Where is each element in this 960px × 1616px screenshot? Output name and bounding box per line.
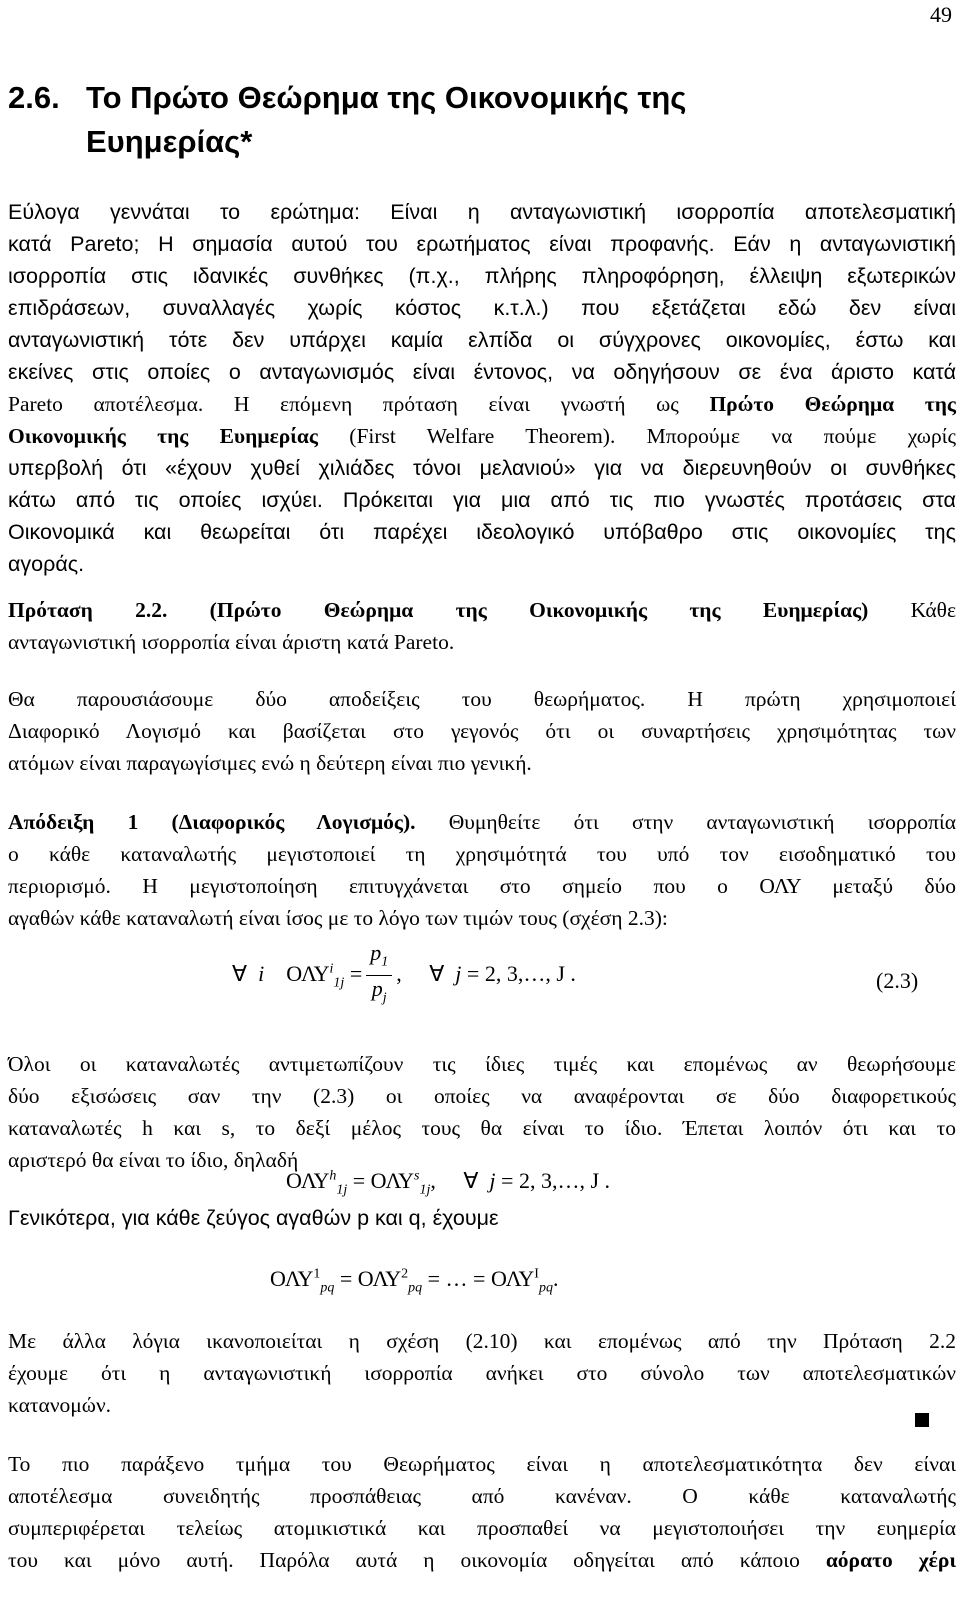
- equals-sign: =: [427, 1266, 441, 1291]
- proposition-line: [8, 594, 956, 626]
- equation-2-3: [232, 940, 576, 1012]
- intro-line: ισορροπία στις ιδανικές συνθήκες (π.χ., πλήρης πληροφόρηση, έλλειψη εξωτερικών: [8, 264, 956, 288]
- intro-line: [8, 388, 956, 420]
- conclusion-paragraph: [8, 1325, 956, 1421]
- proposition-line: ανταγωνιστική ισορροπία είναι άριστη κατά Pareto.: [8, 630, 455, 654]
- after-eq-line: αριστερό θα είναι το ίδιο, δηλαδή: [8, 1148, 299, 1172]
- eq-sub-pq: pq: [538, 1280, 553, 1296]
- mrs-symbol: ΟΛΥ: [490, 1266, 535, 1291]
- final-line: συμπεριφέρεται τελείως ατομικιστικά και προσπαθεί να μεγιστοποιήσει την ευημερία: [8, 1516, 956, 1540]
- after-eq-line: καταναλωτές h και s, το δεξί μέλος τους θα είναι το ίδιο. Έπεται λοιπόν ότι και το: [8, 1116, 956, 1140]
- section-number: 2.6.: [8, 80, 60, 115]
- mrs-symbol: ΟΛΥ: [286, 1168, 330, 1193]
- proposition-label: Πρόταση 2.2. (Πρώτο Θεώρημα της Οικονομικής της Ευημερίας): [8, 598, 869, 622]
- intro-line: [8, 420, 956, 452]
- denominator-p: p: [371, 976, 383, 1002]
- invisible-hand-bold: αόρατο χέρι: [825, 1548, 956, 1572]
- denominator-sub: j: [382, 990, 387, 1006]
- proof1-line: ο κάθε καταναλωτής μεγιστοποιεί τη χρησιμότητά του υπό τον εισοδηματικό του: [8, 842, 956, 866]
- equation-h-s: [286, 1168, 610, 1198]
- eq-var-j: j: [455, 960, 462, 986]
- theorem-name-bold: Πρώτο Θεώρημα της: [709, 392, 956, 416]
- conclusion-line: κατανομών.: [8, 1393, 112, 1417]
- equals-sign: =: [352, 1168, 366, 1193]
- forall-symbol: ∀: [429, 960, 445, 986]
- eq-sub-pq: pq: [320, 1280, 335, 1296]
- intro-line: κατά Pareto; Η σημασία αυτού του ερωτήματος είναι προφανής. Εάν η ανταγωνιστική: [8, 232, 956, 256]
- mrs-symbol: ΟΛΥ: [286, 960, 330, 986]
- eq-sup-i: i: [329, 961, 334, 977]
- intro-line: εκείνες στις οποίες ο ανταγωνισμός είναι έντονος, να οδηγήσουν σε ένα άριστο κατά: [8, 360, 956, 384]
- intro-line: υπερβολή ότι «έχουν χυθεί χιλιάδες τόνοι μελανιού» για να διερευνηθούν οι συνθήκες: [8, 456, 956, 480]
- equals-sign: =: [473, 1266, 486, 1291]
- theorem-name-bold: Οικονομικής της Ευημερίας: [8, 424, 318, 448]
- general-line: Γενικότερα, για κάθε ζεύγος αγαθών p και q, έχουμε: [8, 1206, 499, 1230]
- eq-var-i: i: [258, 960, 265, 986]
- intro-line: Οικονομικά και θεωρείται ότι παρέχει ιδεολογικό υπόβαθρο στις οικονομίες της: [8, 520, 956, 544]
- fraction-numerator: [366, 940, 392, 976]
- final-line: [8, 1544, 956, 1576]
- proof1-line: αγαθών κάθε καταναλωτή είναι ίσος με το λόγο των τιμών τους (σχέση 2.3):: [8, 906, 668, 930]
- fraction-denominator: [366, 976, 392, 1011]
- proposition-text: Κάθε: [868, 598, 956, 622]
- final-text: του και μόνο αυτή. Παρόλα αυτά η οικονομία οδηγείται από κάποιο: [8, 1548, 826, 1572]
- proofs-intro-line: Θα παρουσιάσουμε δύο αποδείξεις του θεωρήματος. Η πρώτη χρησιμοποιεί: [8, 687, 956, 711]
- price-ratio-fraction: [366, 940, 392, 1012]
- page-number: 49: [930, 2, 952, 27]
- intro-text: Pareto αποτέλεσμα. Η επόμενη πρόταση είναι γνωστή ως: [8, 392, 710, 416]
- numerator-sub: 1: [381, 954, 389, 970]
- final-line: αποτέλεσμα συνειδητής προσπάθειας από κανέναν. Ο κάθε καταναλωτής: [8, 1484, 956, 1508]
- proof1-label: Απόδειξη 1 (Διαφορικός Λογισμός).: [8, 810, 416, 834]
- eq-comma: ,: [430, 1168, 436, 1193]
- final-paragraph: [8, 1448, 956, 1576]
- eq-period: .: [552, 1266, 559, 1291]
- eq-sub-1j: 1j: [333, 975, 345, 991]
- intro-line: επιδράσεων, συναλλαγές χωρίς κόστος κ.τ.λ.) που εξετάζεται εδώ δεν είναι: [8, 296, 956, 320]
- forall-symbol: ∀: [232, 960, 248, 986]
- eq-sup-s: s: [414, 1168, 420, 1184]
- intro-line: ανταγωνιστική τότε δεν υπάρχει καμία ελπίδα οι σύγχρονες οικονομίες, έστω και: [8, 328, 956, 352]
- eq-comma: ,: [396, 960, 402, 986]
- eq-sup-1: 1: [313, 1266, 321, 1282]
- forall-symbol: ∀: [463, 1168, 479, 1193]
- proofs-intro-line: ατόμων είναι παραγωγίσιμες ενώ η δεύτερη είναι πιο γενική.: [8, 751, 532, 775]
- section-title-line-2: Ευημερίας*: [86, 124, 253, 159]
- final-line: Το πιο παράξενο τμήμα του Θεωρήματος είναι η αποτελεσματικότητα δεν είναι: [8, 1452, 956, 1476]
- after-eq-paragraph: [8, 1048, 956, 1176]
- equation-label: (2.3): [876, 968, 919, 993]
- conclusion-line: έχουμε ότι η ανταγωνιστική ισορροπία ανήκει στο σύνολο των αποτελεσματικών: [8, 1361, 956, 1385]
- numerator-p: p: [370, 940, 382, 965]
- equals-sign: =: [349, 960, 363, 986]
- conclusion-line: Με άλλα λόγια ικανοποιείται η σχέση (2.10) και επομένως από την Πρόταση 2.2: [8, 1329, 956, 1353]
- eq-sup-h: h: [329, 1168, 337, 1184]
- eq-var-j: j: [489, 1168, 496, 1193]
- after-eq-line: δύο εξισώσεις σαν την (2.3) οι οποίες να αναφέρονται σε δύο διαφορετικούς: [8, 1084, 956, 1108]
- intro-line: αγοράς.: [8, 552, 85, 576]
- proof1-paragraph: [8, 806, 956, 934]
- proposition-paragraph: [8, 594, 956, 658]
- mrs-symbol: ΟΛΥ: [370, 1168, 414, 1193]
- proof1-line: [8, 806, 956, 838]
- intro-text: (First Welfare Theorem). Μπορούμε να πούμε χωρίς: [318, 424, 956, 448]
- eq-sub-1j: 1j: [419, 1182, 431, 1198]
- eq-sub-pq: pq: [408, 1280, 423, 1296]
- eq-sub-1j: 1j: [336, 1182, 348, 1198]
- section-heading: [8, 76, 908, 164]
- mrs-symbol: ΟΛΥ: [357, 1266, 402, 1291]
- qed-square-icon: [915, 1413, 929, 1427]
- intro-line: κάτω από τις οποίες ισχύει. Πρόκειται για μια από τις πιο γνωστές προτάσεις στα: [8, 488, 956, 512]
- mrs-symbol: ΟΛΥ: [270, 1266, 314, 1291]
- intro-paragraph: [8, 196, 956, 580]
- general-paragraph: [8, 1202, 956, 1234]
- equals-sign: =: [339, 1266, 353, 1291]
- proof1-text: Θυμηθείτε ότι στην ανταγωνιστική ισορροπία: [415, 810, 956, 834]
- proof1-line: περιορισμό. Η μεγιστοποίηση επιτυγχάνεται στο σημείο που ο ΟΛΥ μεταξύ δύο: [8, 874, 956, 898]
- after-eq-line: Όλοι οι καταναλωτές αντιμετωπίζουν τις ίδιες τιμές και επομένως αν θεωρήσουμε: [8, 1052, 956, 1076]
- eq-range: = 2, 3,…, J .: [501, 1168, 610, 1193]
- eq-sup-2: 2: [401, 1266, 409, 1282]
- proofs-intro-line: Διαφορικό Λογισμό και βασίζεται στο γεγονός ότι οι συναρτήσεις χρησιμότητας των: [8, 719, 956, 743]
- section-title-line-1: Το Πρώτο Θεώρημα της Οικονομικής της: [86, 80, 687, 115]
- intro-line: Εύλογα γεννάται το ερώτημα: Είναι η ανταγωνιστική ισορροπία αποτελεσματική: [8, 200, 956, 224]
- eq-sup-I: I: [534, 1266, 539, 1282]
- proofs-intro-paragraph: [8, 683, 956, 779]
- eq-range: = 2, 3,…, J .: [466, 960, 576, 986]
- ellipsis: …: [445, 1266, 468, 1291]
- equation-pq: [270, 1266, 558, 1296]
